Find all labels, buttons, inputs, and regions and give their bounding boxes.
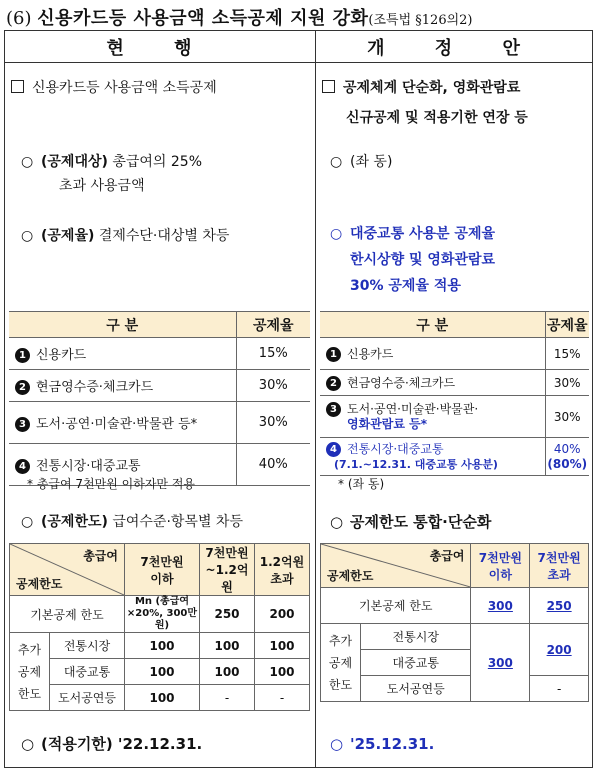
revised-limit-item: [330, 509, 491, 535]
col-a-header: [471, 544, 530, 588]
number-3-icon: 3: [15, 417, 30, 432]
diag-top-label: 총급여: [83, 549, 118, 563]
current-box-item: [11, 75, 217, 101]
item1-label: (공제대상): [41, 154, 108, 170]
number-1-icon: 1: [326, 347, 341, 362]
rate-label: 신용카드: [36, 348, 87, 363]
extra-row-label: 대중교통: [361, 650, 471, 676]
rate-label: 전통시장·대중교통: [347, 441, 444, 456]
rate-value: 40%: [553, 441, 581, 456]
rate-value: 30%: [236, 402, 310, 444]
rate-label: 도서·공연·미술관·박물관 등*: [36, 417, 198, 432]
comparison-frame: [4, 30, 593, 768]
limit-label: (공제한도): [41, 514, 108, 530]
col-b-line1: 7천만원: [205, 546, 249, 560]
current-item2: [21, 223, 229, 249]
current-rate-table: [9, 311, 310, 486]
rate-col-rate: 공제율: [236, 312, 310, 338]
basic-limit-b: 250: [200, 596, 255, 633]
extra-row-label: 대중교통: [50, 659, 125, 685]
col-a-line1: 7천만원: [478, 550, 522, 565]
extra-row-label: 전통시장: [361, 624, 471, 650]
extra-limit-label: [321, 624, 361, 702]
diag-bottom-label: 공제한도: [327, 569, 374, 583]
table-row: [320, 438, 589, 476]
extra-row-c: 100: [255, 659, 310, 685]
section-heading: 신용카드등 사용금액 소득공제 지원 강화: [37, 8, 369, 29]
current-period-item: [21, 731, 202, 757]
circle-bullet-icon: ○: [21, 228, 34, 244]
rate-value: 15%: [236, 338, 310, 370]
table-row: [9, 402, 310, 444]
circle-bullet-icon: ○: [330, 735, 344, 753]
basic-limit-label: 기본공제 한도: [10, 596, 125, 633]
extra-label-3: 한도: [328, 677, 353, 692]
extra-label-1: 추가: [17, 642, 42, 657]
table-row: [9, 338, 310, 370]
revised-item1: [330, 149, 392, 175]
circle-bullet-icon: ○: [330, 226, 343, 242]
revised-period-text: '25.12.31.: [350, 735, 435, 753]
number-2-icon: 2: [326, 376, 341, 391]
basic-limit-a: [125, 596, 200, 633]
col-b-line2: 초과: [547, 567, 571, 582]
circle-bullet-icon: ○: [330, 513, 344, 531]
circle-bullet-icon: ○: [21, 154, 34, 170]
current-footnote: * 총급여 7천만원 이하자만 적용: [27, 477, 195, 491]
period-label: (적용기한): [41, 735, 113, 753]
current-limit-item: [21, 509, 243, 535]
diag-bottom-label: 공제한도: [16, 577, 63, 591]
item2-label: (공제율): [41, 228, 95, 244]
col-b-header: [200, 544, 255, 596]
revised-rate-table: [320, 311, 589, 476]
number-3-icon: 3: [326, 402, 341, 417]
blue-line3: 30% 공제율 적용: [350, 278, 461, 294]
item1-text2: 초과 사용금액: [59, 178, 145, 194]
number-4-icon: 4: [326, 442, 341, 457]
revised-box-line1: 공제체계 단순화, 영화관람료: [343, 80, 521, 96]
basic-limit-b: 250: [546, 598, 572, 613]
revised-column: [316, 31, 593, 767]
col-a-line2: 이하: [488, 567, 512, 582]
extra-row-a: 100: [125, 659, 200, 685]
revised-footnote: * (좌 동): [338, 477, 385, 491]
rate-label: 전통시장·대중교통: [36, 459, 141, 474]
current-item1: [21, 149, 202, 175]
table-row: [320, 370, 589, 396]
diagonal-header-cell: [321, 544, 471, 588]
col-a-line1: 7천만원: [140, 554, 184, 569]
item1-text1: 총급여의 25%: [107, 154, 203, 170]
extra-row-label: 도서공연등: [50, 685, 125, 711]
limit-text: 급여수준·항목별 차등: [107, 514, 243, 530]
col-c-line2: 초과: [270, 571, 294, 586]
col-a-line2: 이하: [150, 571, 174, 586]
circle-bullet-icon: ○: [21, 514, 34, 530]
table-row: [320, 338, 589, 370]
rate-col-category: 구 분: [9, 312, 236, 338]
basic-a-line1: Mn (총급여: [134, 596, 190, 607]
basic-a-line2: ×20%, 300만원): [126, 608, 198, 631]
extra-limit-b: 200: [546, 642, 572, 657]
extra-row-b: 100: [200, 659, 255, 685]
extra-limit-label: [10, 633, 50, 711]
extra-limit-a: 300: [487, 655, 513, 670]
circle-bullet-icon: ○: [330, 154, 343, 170]
rate-value: 15%: [545, 338, 589, 370]
extra-label-2: 공제: [17, 664, 42, 679]
current-limit-table: [9, 543, 310, 711]
checkbox-icon: [322, 80, 335, 93]
col-b-line1: 7천만원: [537, 550, 581, 565]
rate-label-new: 영화관람료 등*: [347, 416, 428, 431]
rate-value: 40%: [236, 444, 310, 486]
rate-label: 현금영수증·체크카드: [36, 380, 154, 395]
number-2-icon: 2: [15, 380, 30, 395]
revised-period-item: [330, 731, 434, 757]
circle-bullet-icon: ○: [21, 735, 35, 753]
current-header: 현 행: [5, 31, 315, 63]
blue-line2: 한시상향 및 영화관람료: [350, 252, 495, 268]
section-title: [6, 4, 473, 30]
extra-row-label: 전통시장: [50, 633, 125, 659]
item2-text: 결제수단·대상별 차등: [94, 228, 230, 244]
basic-limit-a: 300: [487, 598, 513, 613]
number-4-icon: 4: [15, 459, 30, 474]
revised-blue-item: [330, 221, 495, 247]
rate-label-new: (7.1.~12.31. 대중교통 사용분): [334, 457, 498, 471]
extra-row-b: 100: [200, 633, 255, 659]
revised-limit-table: [320, 543, 589, 702]
rate-value: 30%: [545, 370, 589, 396]
extra-label-2: 공제: [328, 655, 353, 670]
revised-box-line2: 신규공제 및 적용기한 연장 등: [346, 110, 528, 126]
current-column: [5, 31, 316, 767]
rate-value: 30%: [545, 396, 589, 438]
checkbox-icon: [11, 80, 24, 93]
extra-row-b: -: [200, 685, 255, 711]
law-reference: (조특법 §126의2): [368, 13, 473, 28]
col-b-header: [530, 544, 589, 588]
blue-line1: 대중교통 사용분 공제율: [350, 226, 495, 242]
period-text: '22.12.31.: [112, 735, 203, 753]
extra-row-label: 도서공연등: [361, 676, 471, 702]
current-box-text: 신용카드등 사용금액 소득공제: [32, 80, 217, 96]
col-a-header: [125, 544, 200, 596]
extra-row-a: 100: [125, 633, 200, 659]
extra-label-1: 추가: [328, 633, 353, 648]
extra-row-b: -: [530, 676, 589, 702]
diag-top-label: 총급여: [429, 549, 465, 563]
revised-header: 개 정 안: [316, 31, 593, 63]
rate-col-rate: 공제율: [545, 312, 589, 338]
table-row: [9, 370, 310, 402]
rate-value-new: (80%): [547, 456, 588, 471]
rate-label: 신용카드: [347, 347, 394, 361]
rate-col-category: 구 분: [320, 312, 545, 338]
table-row: [320, 396, 589, 438]
revised-item1-text: (좌 동): [350, 154, 393, 170]
revised-box-item: [322, 75, 520, 101]
extra-row-a: 100: [125, 685, 200, 711]
section-number: (6): [6, 8, 32, 29]
basic-limit-c: 200: [255, 596, 310, 633]
rate-label: 현금영수증·체크카드: [347, 376, 456, 390]
diagonal-header-cell: [10, 544, 125, 596]
extra-row-c: -: [255, 685, 310, 711]
basic-limit-label: 기본공제 한도: [321, 588, 471, 624]
number-1-icon: 1: [15, 348, 30, 363]
rate-label: 도서·공연·미술관·박물관·: [347, 401, 479, 416]
rate-value: 30%: [236, 370, 310, 402]
col-b-line2: ~1.2억원: [205, 563, 249, 594]
col-c-header: [255, 544, 310, 596]
extra-row-c: 100: [255, 633, 310, 659]
revised-limit-text: 공제한도 통합·단순화: [350, 513, 492, 531]
col-c-line1: 1.2억원: [259, 554, 305, 569]
extra-label-3: 한도: [17, 686, 42, 701]
